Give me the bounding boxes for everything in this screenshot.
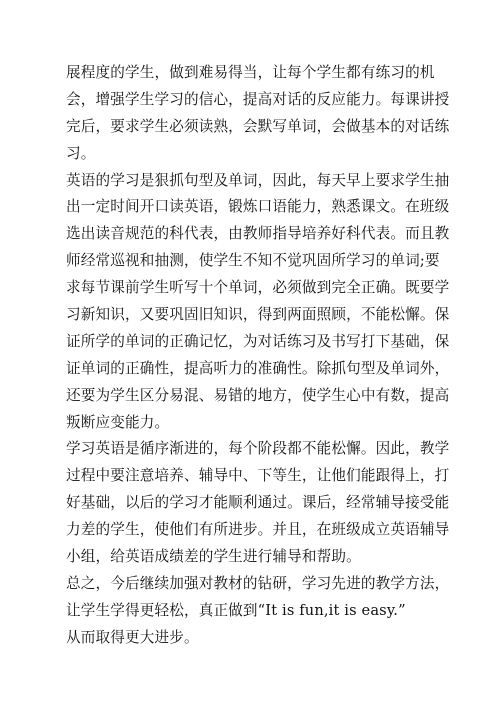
text-line: 出一定时间开口读英语，锻炼口语能力，熟悉课文。在班级: [66, 198, 450, 216]
text-line: 习新知识，又要巩固旧知识，得到两面照顾，不能松懈。保: [66, 306, 450, 324]
text-line: 师经常巡视和抽测，使学生不知不觉巩固所学习的单词;要: [66, 252, 440, 270]
text-line: 证所学的单词的正确记忆，为对话练习及书写打下基础，保: [66, 332, 450, 350]
text-line: 完后，要求学生必须读熟，会默写单词，会做基本的对话练: [66, 117, 450, 135]
paragraph-continuation: [66, 60, 450, 168]
document-page: [66, 60, 450, 652]
paragraph-vocabulary: [66, 168, 450, 437]
text-line: 证单词的正确性，提高听力的准确性。除抓句型及单词外，: [66, 359, 450, 377]
text-line: 过程中要注意培养、辅导中、下等生，让他们能跟得上，打: [66, 467, 450, 485]
text-line: 小组，给英语成绩差的学生进行辅导和帮助。: [66, 548, 361, 566]
text-line: 习。: [66, 144, 96, 162]
text-line: 从而取得更大进步。: [66, 628, 199, 646]
text-line: 总之，今后继续加强对教材的钻研，学习先进的教学方法，: [66, 574, 450, 592]
text-line: 还要为学生区分易混、易错的地方，使学生心中有数，提高: [66, 386, 450, 404]
text-line: 求每节课前学生听写十个单词，必须做到完全正确。既要学: [66, 279, 450, 297]
paragraph-tutoring: [66, 436, 450, 570]
text-line: 学习英语是循序渐进的，每个阶段都不能松懈。因此，教学: [66, 440, 450, 458]
paragraph-conclusion: [66, 571, 450, 652]
text-line: 让学生学得更轻松，真正做到“It is fun,it is easy.”: [66, 601, 406, 619]
text-line: 展程度的学生，做到难易得当，让每个学生都有练习的机: [66, 64, 435, 81]
text-line: 叛断应变能力。: [66, 413, 170, 431]
text-line: 英语的学习是狠抓句型及单词，因此，每天早上要求学生抽: [66, 171, 450, 189]
text-line: 好基础，以后的学习才能顺利通过。课后，经常辅导接受能: [66, 494, 450, 512]
text-line: 会，增强学生学习的信心，提高对话的反应能力。每课讲授: [66, 90, 450, 108]
text-line: 选出读音规范的科代表，由教师指导培养好科代表。而且教: [66, 225, 450, 243]
text-line: 力差的学生，使他们有所进步。并且，在班级成立英语辅导: [66, 521, 450, 539]
